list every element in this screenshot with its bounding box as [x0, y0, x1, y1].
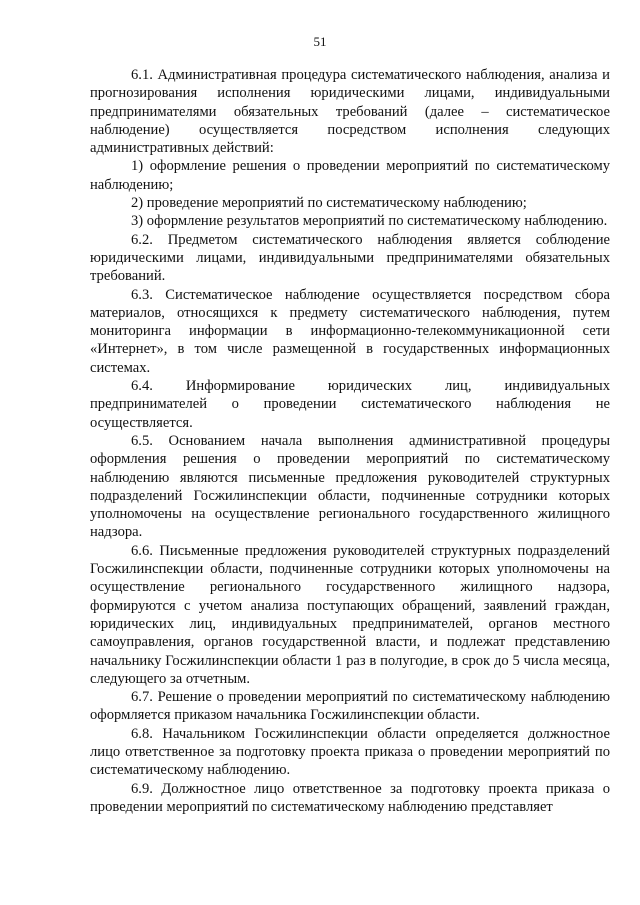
paragraph-6-5: 6.5. Основанием начала выполнения административной процедуры оформления решения о проведении мероприятий по систематическому наблюдению являются письменные предложения руководителей структурных подразделений Госжилинспекции области, подчиненные сотрудники которых уполномочены на осуществление регионального государственного жилищного надзора. [90, 432, 610, 541]
paragraph-6-3: 6.3. Систематическое наблюдение осуществляется посредством сбора материалов, относящихся к предмету систематического наблюдения, путем мониторинга информации в информационно-телекоммуникационной сети «Интернет», в том числе размещенной в государственных информационных системах. [90, 286, 610, 376]
paragraph-6-1: 6.1. Административная процедура систематического наблюдения, анализа и прогнозирования исполнения юридическими лицами, индивидуальными предпринимателями обязательных требований (далее – систематическое наблюдение) осуществляется посредством исполнения следующих административных действий: [90, 67, 610, 157]
paragraph-6-2: 6.2. Предметом систематического наблюдения является соблюдение юридическими лицами, индивидуальными предпринимателями обязательных требований. [90, 231, 610, 285]
paragraph-6-7: 6.7. Решение о проведении мероприятий по систематическому наблюдению оформляется приказом начальника Госжилинспекции области. [90, 689, 610, 724]
document-body [90, 66, 610, 816]
paragraph-6-8: 6.8. Начальником Госжилинспекции области определяется должностное лицо ответственное за подготовку проекта приказа о проведении мероприятий по систематическому наблюдению. [90, 725, 610, 779]
paragraph-6-6: 6.6. Письменные предложения руководителей структурных подразделений Госжилинспекции области, подчиненные сотрудники которых уполномочены на осуществление регионального государственного жилищного надзора, формируются с учетом анализа поступающих обращений, заявлений граждан, юридических лиц, индивидуальных предпринимателей, органов местного самоуправления, органов государственной власти, и подлежат представлению начальнику Госжилинспекции области 1 раз в полугодие, в срок до 5 числа месяца, следующего за отчетным. [90, 542, 610, 687]
list-item-2: 2) проведение мероприятий по систематическому наблюдению; [131, 195, 527, 212]
paragraph-6-9: 6.9. Должностное лицо ответственное за подготовку проекта приказа о проведении мероприятий по систематическому наблюдению представляет [90, 780, 610, 815]
list-item-3: 3) оформление результатов мероприятий по систематическому наблюдению. [131, 213, 608, 230]
paragraph-6-4: 6.4. Информирование юридических лиц, индивидуальных предпринимателей о проведении систематического наблюдения не осуществляется. [90, 378, 610, 431]
page-number: 51 [313, 34, 327, 49]
list-item-1: 1) оформление решения о проведении мероприятий по систематическому наблюдению; [90, 158, 610, 193]
